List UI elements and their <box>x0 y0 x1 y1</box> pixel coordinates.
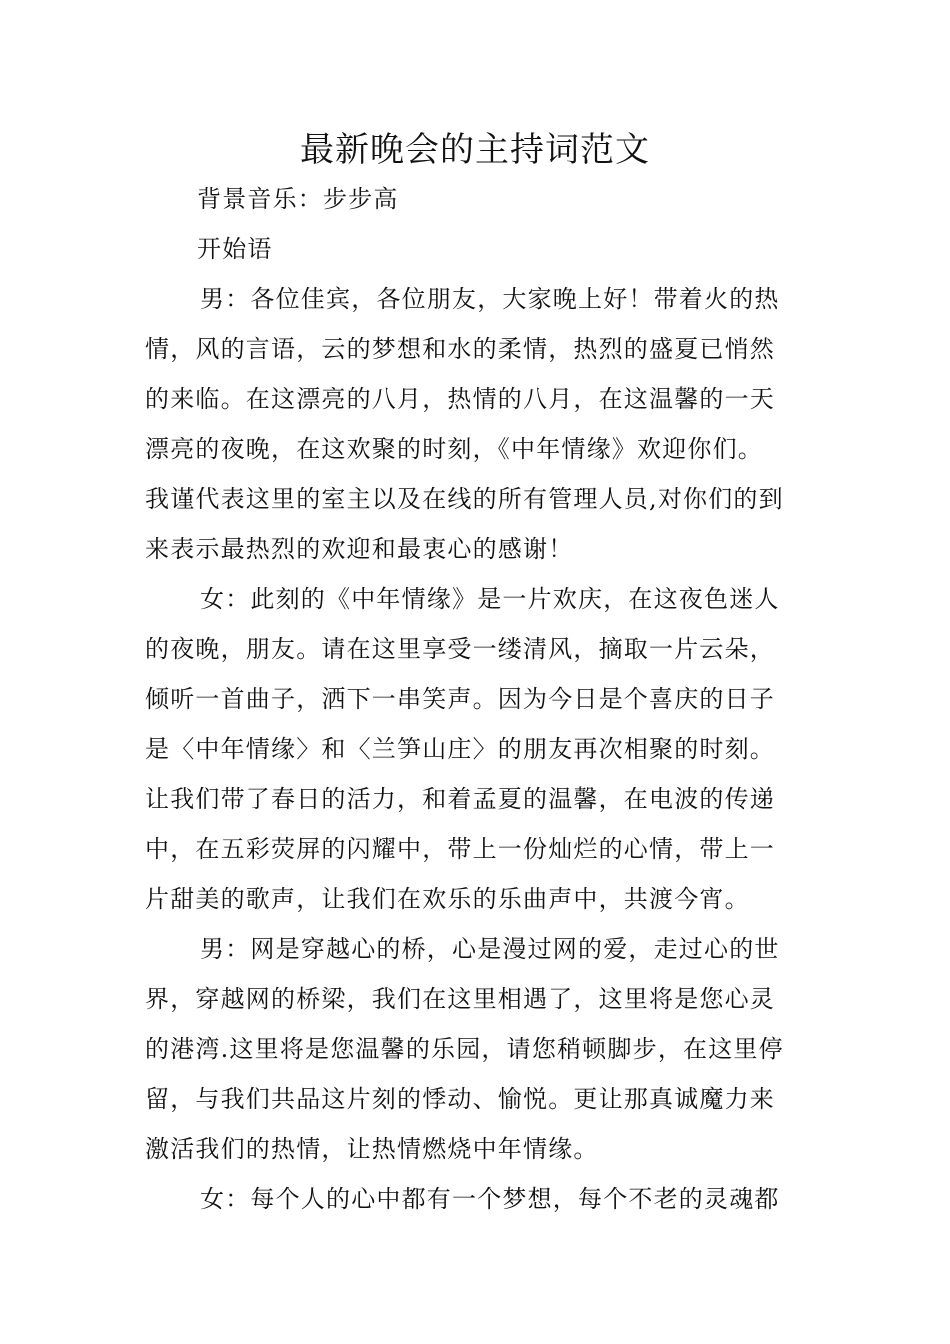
background-music-line: 背景音乐：步步高 <box>197 185 399 213</box>
paragraph-line: 的来临。在这漂亮的八月，热情的八月，在这温馨的一天 <box>145 385 775 413</box>
paragraph-line: 让我们带了春日的活力，和着孟夏的温馨，在电波的传递 <box>145 785 775 813</box>
paragraph-line: 来表示最热烈的欢迎和最衷心的感谢！ <box>145 535 574 563</box>
paragraph-line: 男：网是穿越心的桥，心是漫过网的爱，走过心的世 <box>200 935 780 963</box>
paragraph-line: 是〈中年情缘〉和〈兰笋山庄〉的朋友再次相聚的时刻。 <box>145 735 775 763</box>
document-body <box>145 174 807 1224</box>
opening-heading: 开始语 <box>197 235 273 263</box>
paragraph-line: 的夜晚，朋友。请在这里享受一缕清风，摘取一片云朵， <box>145 635 775 663</box>
paragraph-line: 漂亮的夜晚，在这欢聚的时刻，《中年情缘》欢迎你们。 <box>145 435 763 463</box>
paragraph-line: 界，穿越网的桥梁，我们在这里相遇了，这里将是您心灵 <box>145 985 775 1013</box>
paragraph-line: 片甜美的歌声，让我们在欢乐的乐曲声中，共渡今宵。 <box>145 885 750 913</box>
paragraph-line: 留，与我们共品这片刻的悸动、愉悦。更让那真诚魔力来 <box>145 1085 775 1113</box>
paragraph-line: 的港湾.这里将是您温馨的乐园，请您稍顿脚步，在这里停 <box>145 1035 784 1063</box>
paragraph-line: 倾听一首曲子，洒下一串笑声。因为今日是个喜庆的日子 <box>145 685 775 713</box>
paragraph-line: 情，风的言语，云的梦想和水的柔情，热烈的盛夏已悄然 <box>145 335 775 363</box>
paragraph-line: 我谨代表这里的室主以及在线的所有管理人员,对你们的到 <box>145 485 784 513</box>
paragraph-line: 激活我们的热情，让热情燃烧中年情缘。 <box>145 1135 599 1163</box>
paragraph-line: 男：各位佳宾，各位朋友，大家晚上好！带着火的热 <box>200 285 780 313</box>
paragraph-line: 女：此刻的《中年情缘》是一片欢庆，在这夜色迷人 <box>200 585 780 613</box>
paragraph-line: 女：每个人的心中都有一个梦想，每个不老的灵魂都 <box>200 1185 780 1213</box>
document-title: 最新晚会的主持词范文 <box>300 130 650 170</box>
paragraph-line: 中，在五彩荧屏的闪耀中，带上一份灿烂的心情，带上一 <box>145 835 775 863</box>
